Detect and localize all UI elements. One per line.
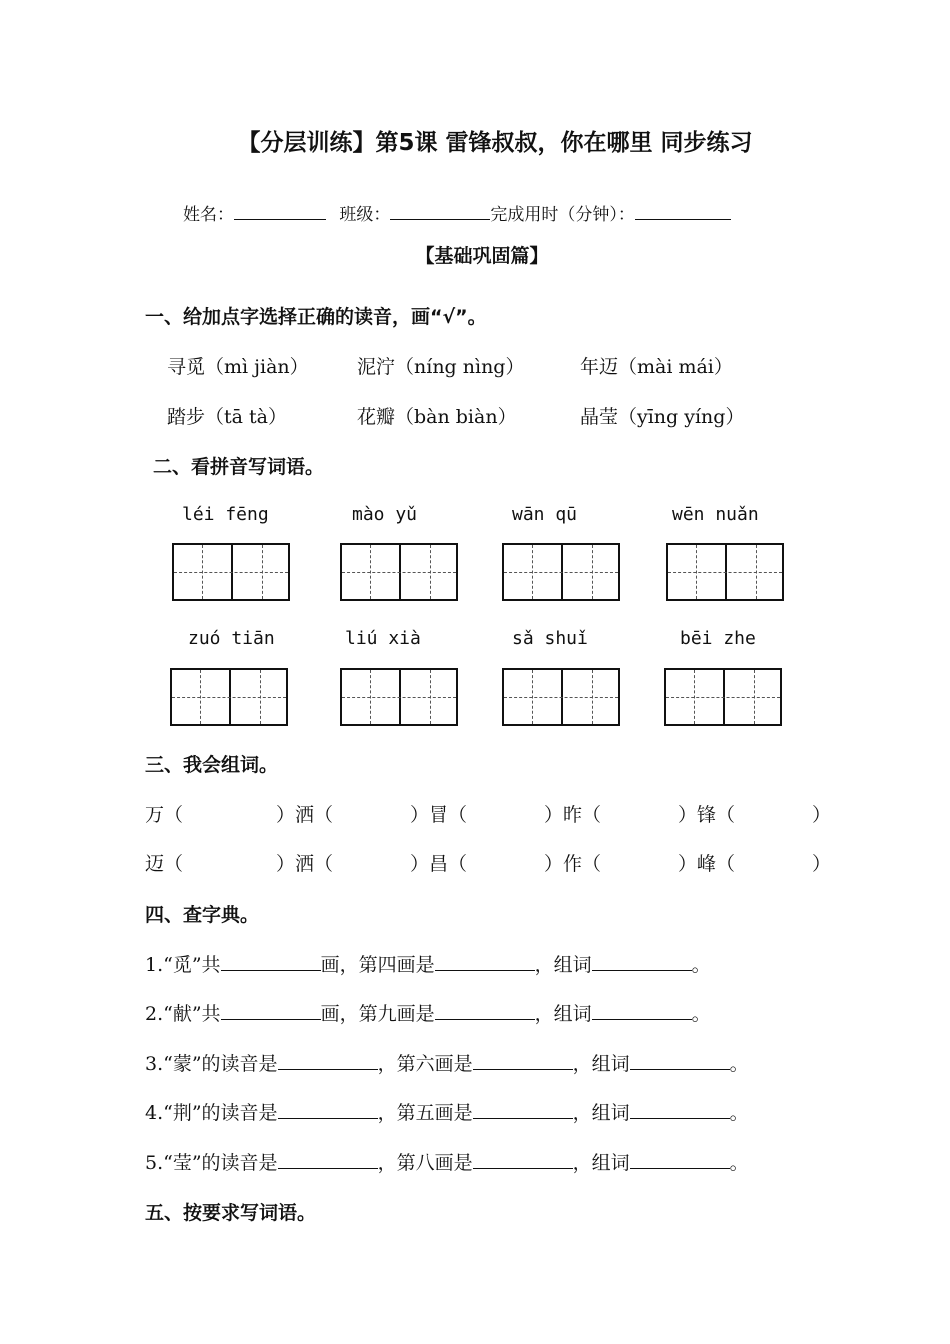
pinyin-label: wān qū: [512, 504, 578, 525]
q3-cell: ）洒（: [276, 804, 334, 826]
pinyin-label: liú xià: [345, 628, 421, 649]
writing-grid[interactable]: [666, 543, 784, 601]
pinyin-label: bēi zhe: [680, 628, 756, 649]
writing-grid[interactable]: [502, 543, 620, 601]
q4-text: 5.“莹”的读音是: [145, 1152, 278, 1174]
q3-cell: ）洒（: [276, 853, 334, 875]
writing-grid[interactable]: [170, 668, 288, 726]
q4-text: 。: [691, 954, 711, 976]
q3-row-2: [145, 849, 831, 876]
answer-blank[interactable]: [473, 1052, 573, 1070]
writing-grid[interactable]: [340, 543, 458, 601]
q4-text: 。: [729, 1102, 749, 1124]
answer-blank[interactable]: [435, 953, 535, 971]
q4-text: 。: [729, 1152, 749, 1174]
answer-blank[interactable]: [630, 1101, 730, 1119]
q3-cell: ）: [812, 804, 832, 826]
answer-blank[interactable]: [473, 1151, 573, 1169]
q4-heading: 四、查字典。: [145, 904, 260, 926]
q4-line-2: [145, 999, 711, 1026]
answer-blank[interactable]: [435, 1002, 535, 1020]
q4-line-1: [145, 950, 711, 977]
q3-cell: 万（: [145, 804, 184, 826]
q4-text: ，第八画是: [377, 1152, 473, 1174]
q4-line-3: [145, 1049, 749, 1076]
answer-blank[interactable]: [473, 1101, 573, 1119]
time-field[interactable]: [635, 203, 731, 220]
q3-row-1: [145, 800, 831, 827]
q1-option[interactable]: 年迈（mài mái）: [580, 356, 733, 378]
answer-blank[interactable]: [630, 1052, 730, 1070]
answer-blank[interactable]: [278, 1052, 378, 1070]
q4-line-5: [145, 1148, 749, 1175]
q4-text: ，组词: [534, 1003, 592, 1025]
student-info: [183, 200, 731, 225]
class-field[interactable]: [390, 203, 490, 220]
q3-cell: ）锋（: [678, 804, 736, 826]
writing-grid[interactable]: [172, 543, 290, 601]
q3-cell: ）冒（: [410, 804, 468, 826]
part-heading: 【基础巩固篇】: [415, 245, 549, 267]
pinyin-label: wēn nuǎn: [672, 504, 759, 525]
writing-grid[interactable]: [664, 668, 782, 726]
answer-blank[interactable]: [278, 1151, 378, 1169]
q4-text: 4.“荆”的读音是: [145, 1102, 278, 1124]
q4-text: 1.“觅”共: [145, 954, 221, 976]
writing-grid[interactable]: [502, 668, 620, 726]
q1-option[interactable]: 寻觅（mì jiàn）: [167, 356, 309, 378]
q1-option[interactable]: 踏步（tā tà）: [167, 406, 287, 428]
name-label: 姓名：: [183, 205, 234, 225]
writing-grid[interactable]: [340, 668, 458, 726]
q3-cell: ）: [812, 853, 832, 875]
answer-blank[interactable]: [592, 1002, 692, 1020]
q4-text: 。: [691, 1003, 711, 1025]
q1-option[interactable]: 泥泞（níng nìng）: [357, 356, 525, 378]
q4-text: ，组词: [572, 1152, 630, 1174]
q3-cell: 迈（: [145, 853, 184, 875]
q4-text: ，第六画是: [377, 1053, 473, 1075]
q4-text: ，组词: [572, 1053, 630, 1075]
q3-cell: ）昨（: [544, 804, 602, 826]
pinyin-label: sǎ shuǐ: [512, 628, 588, 649]
q2-heading: 二、看拼音写词语。: [153, 456, 325, 478]
q3-heading: 三、我会组词。: [145, 754, 279, 776]
q5-heading: 五、按要求写词语。: [145, 1202, 317, 1224]
pinyin-label: mào yǔ: [352, 504, 418, 525]
q4-line-4: [145, 1098, 749, 1125]
q3-cell: ）峰（: [678, 853, 736, 875]
answer-blank[interactable]: [278, 1101, 378, 1119]
q4-text: 2.“献”共: [145, 1003, 221, 1025]
answer-blank[interactable]: [221, 953, 321, 971]
q1-option[interactable]: 晶莹（yīng yíng）: [580, 406, 745, 428]
q3-cell: ）作（: [544, 853, 602, 875]
answer-blank[interactable]: [630, 1151, 730, 1169]
page-title: 【分层训练】第5课 雷锋叔叔，你在哪里 同步练习: [237, 130, 753, 156]
answer-blank[interactable]: [592, 953, 692, 971]
q4-text: 画，第四画是: [320, 954, 435, 976]
q4-text: 3.“蒙”的读音是: [145, 1053, 278, 1075]
q1-option[interactable]: 花瓣（bàn biàn）: [357, 406, 517, 428]
q1-heading: 一、给加点字选择正确的读音，画“√”。: [145, 306, 487, 328]
q4-text: 画，第九画是: [320, 1003, 435, 1025]
q4-text: ，组词: [534, 954, 592, 976]
time-label: 完成用时（分钟）：: [490, 205, 635, 225]
pinyin-label: léi fēng: [182, 504, 269, 525]
q4-text: ，组词: [572, 1102, 630, 1124]
q4-text: 。: [729, 1053, 749, 1075]
q3-cell: ）昌（: [410, 853, 468, 875]
answer-blank[interactable]: [221, 1002, 321, 1020]
class-label: 班级：: [339, 205, 391, 225]
name-field[interactable]: [234, 203, 326, 220]
pinyin-label: zuó tiān: [188, 628, 275, 649]
q4-text: ，第五画是: [377, 1102, 473, 1124]
